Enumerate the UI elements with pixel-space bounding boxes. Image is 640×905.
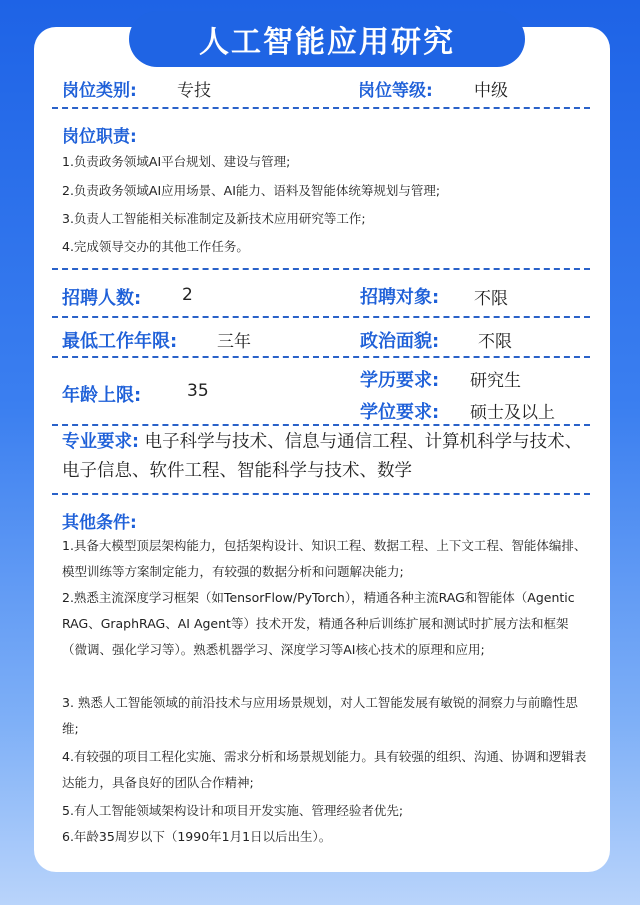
political-value: 不限 (478, 332, 512, 352)
duty-item: 1.负责政务领域AI平台规划、建设与管理; (62, 154, 291, 169)
years-value: 三年 (217, 332, 251, 352)
duties-heading: 岗位职责: (62, 127, 137, 147)
condition-item: 6.年龄35周岁以下（1990年1月1日以后出生）。 (62, 829, 332, 844)
education-label: 学历要求: (360, 370, 440, 391)
conditions-heading: 其他条件: (62, 513, 137, 533)
divider (52, 493, 590, 495)
duty-item: 2.负责政务领域AI应用场景、AI能力、语料及智能体统筹规划与管理; (62, 183, 441, 198)
level-value: 中级 (474, 81, 508, 101)
major-requirements (62, 428, 592, 486)
divider (52, 424, 590, 426)
degree-value: 硕士及以上 (470, 403, 555, 423)
page-title: 人工智能应用研究 (129, 11, 525, 67)
category-label: 岗位类别: (62, 81, 137, 101)
duty-item: 3.负责人工智能相关标准制定及新技术应用研究等工作; (62, 211, 366, 226)
years-label: 最低工作年限: (62, 331, 178, 352)
political-label: 政治面貌: (360, 331, 440, 352)
major-label: 专业要求: (62, 432, 139, 452)
count-value: 2 (182, 285, 193, 305)
divider (52, 107, 590, 109)
count-label: 招聘人数: (62, 288, 142, 309)
condition-item: 1.具备大模型顶层架构能力，包括架构设计、知识工程、数据工程、上下文工程、智能体编排、模型训练等方案制定能力，有较强的数据分析和问题解决能力; (62, 538, 587, 579)
category-value: 专技 (177, 81, 211, 101)
degree-label: 学位要求: (360, 402, 440, 423)
age-value: 35 (187, 381, 209, 401)
level-label: 岗位等级: (358, 81, 433, 101)
divider (52, 268, 590, 270)
major-text: 电子科学与技术、信息与通信工程、计算机科学与技术、电子信息、软件工程、智能科学与技术、数学 (62, 432, 583, 481)
age-label: 年龄上限: (62, 385, 142, 406)
education-value: 研究生 (470, 371, 521, 391)
target-value: 不限 (474, 289, 508, 309)
condition-item: 5.有人工智能领域架构设计和项目开发实施、管理经验者优先; (62, 803, 404, 818)
duty-item: 4.完成领导交办的其他工作任务。 (62, 239, 249, 254)
divider (52, 316, 590, 318)
condition-item: 4.有较强的项目工程化实施、需求分析和场景规划能力。具有较强的组织、沟通、协调和逻辑表达能力，具备良好的团队合作精神; (62, 749, 587, 790)
target-label: 招聘对象: (360, 287, 440, 308)
condition-item: 3. 熟悉人工智能领域的前沿技术与应用场景规划，对人工智能发展有敏锐的洞察力与前瞻性思维; (62, 695, 578, 736)
divider (52, 356, 590, 358)
condition-item: 2.熟悉主流深度学习框架（如TensorFlow/PyTorch），精通各种主流RAG和智能体（Agentic RAG、GraphRAG、AI Agent等）技术开发，精通各种后训练扩展和测试时扩展方法和框架（微调、强化学习等）。熟悉机器学习、深度学习等AI核心技术的原理和应用; (62, 590, 575, 657)
